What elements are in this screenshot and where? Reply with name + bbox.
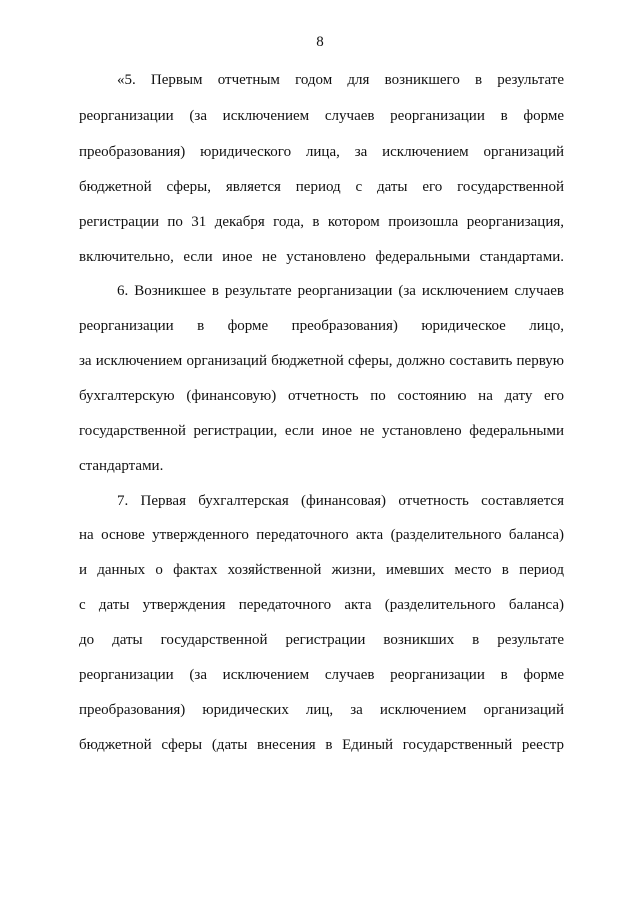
text-line: стандартами. <box>79 458 164 474</box>
text-line: реорганизации (за исключением случаев реорганизации в форме <box>79 108 564 124</box>
text-line: государственной регистрации, если иное не установлено федеральными <box>79 423 564 439</box>
text-line: преобразования) юридических лиц, за исключением организаций <box>79 702 564 718</box>
text-line: «5. Первым отчетным годом для возникшего в результате <box>117 72 564 88</box>
text-line: реорганизации (за исключением случаев реорганизации в форме <box>79 667 564 683</box>
text-line: бюджетной сферы, является период с даты его государственной <box>79 179 564 195</box>
text-line: включительно, если иное не установлено федеральными стандартами. <box>79 249 564 265</box>
page-number: 8 <box>316 34 324 50</box>
text-line: до даты государственной регистрации возникших в результате <box>79 632 564 648</box>
text-line: 6. Возникшее в результате реорганизации (за исключением случаев <box>117 283 564 299</box>
text-line: с даты утверждения передаточного акта (разделительного баланса) <box>79 597 564 613</box>
text-line: за исключением организаций бюджетной сферы, должно составить первую <box>79 353 564 369</box>
text-line: преобразования) юридического лица, за исключением организаций <box>79 144 564 160</box>
text-line: бухгалтерскую (финансовую) отчетность по состоянию на дату его <box>79 388 564 404</box>
text-line: бюджетной сферы (даты внесения в Единый государственный реестр <box>79 737 564 753</box>
text-line: регистрации по 31 декабря года, в котором произошла реорганизация, <box>79 214 564 230</box>
text-line: и данных о фактах хозяйственной жизни, имевших место в период <box>79 562 564 578</box>
text-line: реорганизации в форме преобразования) юридическое лицо, <box>79 318 564 334</box>
text-line: на основе утвержденного передаточного акта (разделительного баланса) <box>79 527 564 543</box>
text-line: 7. Первая бухгалтерская (финансовая) отчетность составляется <box>117 493 564 509</box>
